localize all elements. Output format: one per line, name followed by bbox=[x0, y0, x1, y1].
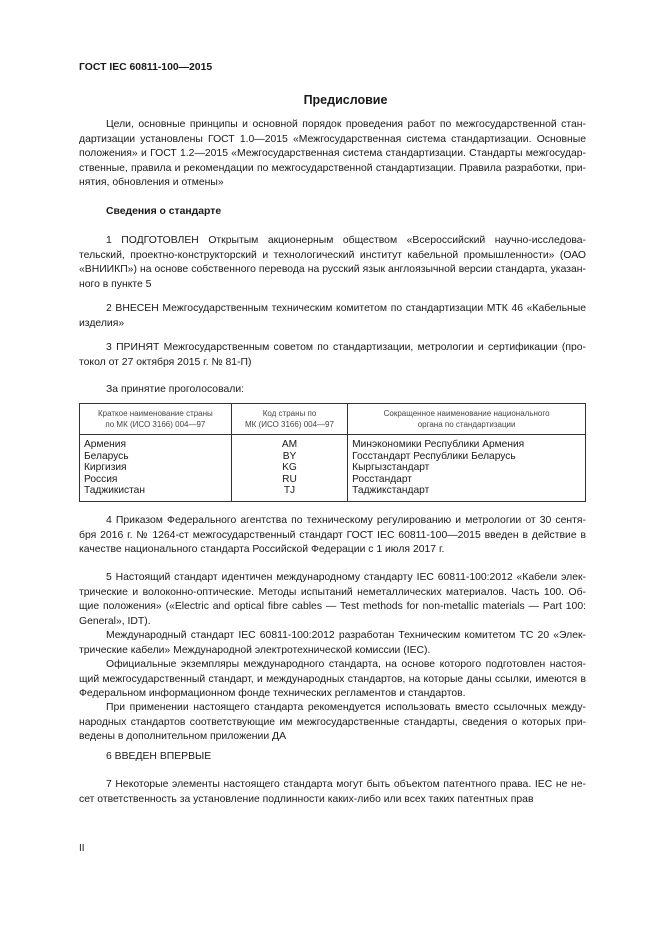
section-heading: Сведения о стандарте bbox=[106, 206, 222, 217]
body-cell: Госстандарт Республики Беларусь bbox=[348, 451, 586, 463]
text-line: нятия, обновления и отмены» bbox=[79, 177, 224, 189]
text-line: дартизации установлены ГОСТ 1.0—2015 «Межгосударственная система стандартизации. Основные bbox=[79, 133, 586, 145]
text-line: тельский, проектно-конструкторский и технологический институт кабельной промышленности» (ОАО bbox=[79, 249, 586, 261]
paragraph-5b bbox=[79, 629, 586, 658]
text-line: Федеральном информационном фонде технических регламентов и стандартов. bbox=[79, 688, 466, 700]
paragraph-5d bbox=[79, 701, 586, 745]
text-line: трические кабели» Международной электротехнической комиссии (IEC). bbox=[79, 644, 431, 656]
code-cell: TJ bbox=[231, 485, 347, 501]
table-header-code: Код страны по МК (ИСО 3166) 004—97 bbox=[231, 404, 347, 435]
text-line: щие положения» («Electric and optical fibre cables — Test methods for non-metallic materials — Part 100: bbox=[79, 601, 586, 613]
text-line: токол от 27 октября 2015 г. № 81-П) bbox=[79, 356, 252, 368]
text-line: бря 2016 г. № 1264-ст межгосударственный стандарт ГОСТ IEC 60811-100—2015 введен в действие в bbox=[79, 529, 586, 541]
countries-table bbox=[79, 403, 586, 502]
table-header-country: Краткое наименование страны по МК (ИСО 3166) 004—97 bbox=[80, 404, 232, 435]
text-line: General», IDT). bbox=[79, 615, 151, 627]
text-line: 1 ПОДГОТОВЛЕН Открытым акционерным обществом «Всероссийский научно-исследова- bbox=[106, 235, 586, 246]
body-cell: Минэкономики Республики Армения bbox=[348, 435, 586, 451]
text-line: положения» и ГОСТ 1.2—2015 «Межгосударственная система стандартизации. Стандарты межгосудар- bbox=[79, 148, 586, 160]
paragraph-4 bbox=[79, 514, 586, 558]
text-line: 5 Настоящий стандарт идентичен международному стандарту IEC 60811-100:2012 «Кабели элек- bbox=[106, 572, 586, 583]
text-line: Международный стандарт IEC 60811-100:2012 разработан Техническим комитетом TC 20 «Элек- bbox=[106, 630, 586, 641]
paragraph-1 bbox=[79, 234, 586, 292]
text-line: трические и волоконно-оптические. Методы испытаний неметаллических материалов. Часть 100. Об- bbox=[79, 586, 586, 598]
code-cell: KG bbox=[231, 462, 347, 474]
voted-label: За принятие проголосовали: bbox=[106, 384, 245, 395]
country-cell: Таджикистан bbox=[80, 485, 232, 501]
page-title: Предисловие bbox=[303, 93, 388, 107]
table-row bbox=[80, 451, 586, 463]
table-header-body: Сокращенное наименование национального органа по стандартизации bbox=[348, 404, 586, 435]
country-cell: Беларусь bbox=[80, 451, 232, 463]
table-row bbox=[80, 462, 586, 474]
text-line: ственные, правила и рекомендации по межгосударственной стандартизации. Правила разработки, при- bbox=[79, 162, 586, 174]
table-row bbox=[80, 435, 586, 451]
text-line: «ВНИИКП») на основе собственного перевода на русский язык англоязычной версии стандарта, указан- bbox=[79, 264, 586, 276]
text-line: ного в пункте 5 bbox=[79, 278, 152, 290]
body-cell: Кыргызстандарт bbox=[348, 462, 586, 474]
text-line: качестве национального стандарта Российской Федерации с 1 июля 2017 г. bbox=[79, 544, 445, 556]
text-line: 3 ПРИНЯТ Межгосударственным советом по стандартизации, метрологии и сертификации (про- bbox=[106, 342, 586, 353]
country-cell: Киргизия bbox=[80, 462, 232, 474]
text-line: Цели, основные принципы и основной порядок проведения работ по межгосударственной стан- bbox=[106, 119, 586, 130]
text-line: 4 Приказом Федерального агентства по техническому регулированию и метрологии от 30 сентя- bbox=[106, 515, 586, 526]
table-row bbox=[80, 485, 586, 501]
text-line: 2 ВНЕСЕН Межгосударственным техническим комитетом по стандартизации МТК 46 «Кабельные bbox=[106, 303, 586, 314]
text-line: Официальные экземпляры международного стандарта, на основе которого подготовлен настоя- bbox=[106, 659, 586, 670]
code-cell: AM bbox=[231, 435, 347, 451]
code-cell: BY bbox=[231, 451, 347, 463]
paragraph-5 bbox=[79, 571, 586, 629]
text-line: щий межгосударственный стандарт, и международных стандартов, на которые даны ссылки, имеются в bbox=[79, 673, 586, 685]
document-header: ГОСТ IEC 60811-100—2015 bbox=[79, 62, 213, 73]
text-line: ведены в дополнительном приложении ДА bbox=[79, 731, 287, 743]
text-line: изделия» bbox=[79, 317, 125, 329]
text-line: 6 ВВЕДЕН ВПЕРВЫЕ bbox=[106, 751, 212, 762]
country-cell: Армения bbox=[80, 435, 232, 451]
country-cell: Россия bbox=[80, 474, 232, 486]
paragraph-2 bbox=[79, 302, 586, 331]
page-number: II bbox=[79, 843, 85, 854]
paragraph-6 bbox=[79, 750, 586, 765]
paragraph-3 bbox=[79, 341, 586, 370]
table-row bbox=[80, 474, 586, 486]
paragraph-7 bbox=[79, 778, 586, 807]
text-line: При применении настоящего стандарта рекомендуется использовать вместо ссылочных между- bbox=[106, 702, 586, 713]
text-line: народных стандартов соответствующие им межгосударственные стандарты, сведения о которых при- bbox=[79, 716, 586, 728]
text-line: сет ответственность за установление подлинности каких-либо или всех таких патентных прав bbox=[79, 793, 534, 805]
intro-paragraph bbox=[79, 118, 586, 191]
body-cell: Росстандарт bbox=[348, 474, 586, 486]
code-cell: RU bbox=[231, 474, 347, 486]
text-line: 7 Некоторые элементы настоящего стандарта могут быть объектом патентного права. IEC не не- bbox=[106, 779, 586, 790]
body-cell: Таджикстандарт bbox=[348, 485, 586, 501]
paragraph-5c bbox=[79, 658, 586, 702]
